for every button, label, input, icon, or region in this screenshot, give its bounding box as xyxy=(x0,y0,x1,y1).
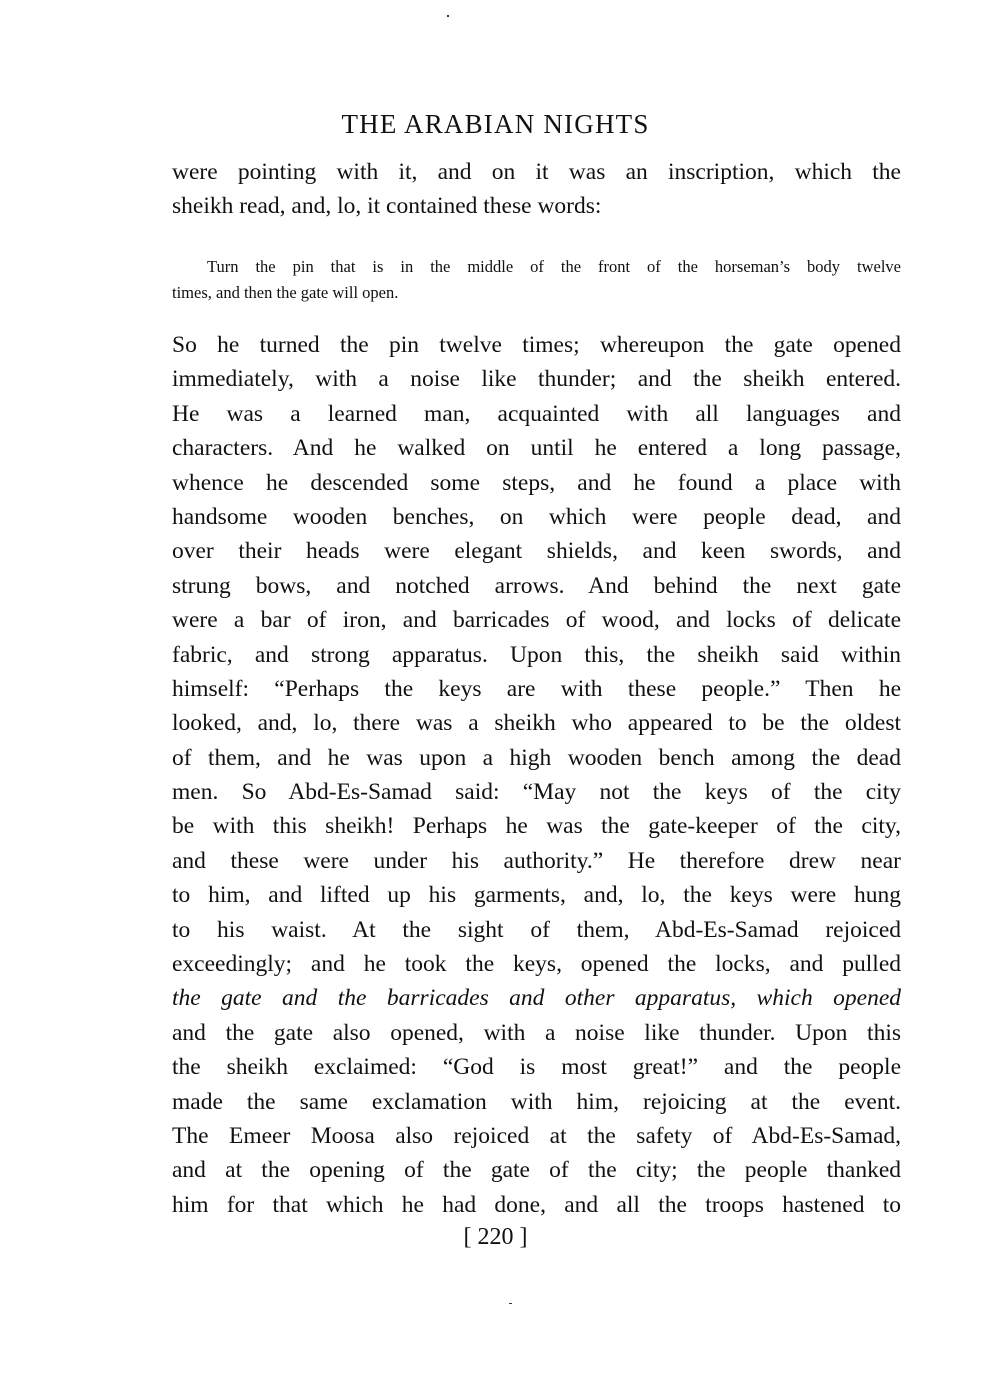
text-line: over their heads were elegant shields, and keen swords, and xyxy=(172,538,901,565)
page-number: [ 220 ] xyxy=(463,1224,528,1250)
text-line: handsome wooden benches, on which were people dead, and xyxy=(172,503,901,530)
inscription-quote xyxy=(172,254,901,306)
text-line: strung bows, and notched arrows. And behind the next gate xyxy=(172,572,901,599)
quote-line: Turn the pin that is in the middle of the front of the horseman’s body twelve xyxy=(207,257,901,276)
scan-speck-bottom xyxy=(509,1303,512,1304)
text-line: and at the opening of the gate of the city; the people thanked xyxy=(172,1157,901,1184)
text-line: were a bar of iron, and barricades of wood, and locks of delicate xyxy=(172,607,901,634)
text-line: and the gate also opened, with a noise like thunder. Upon this xyxy=(172,1019,901,1046)
main-paragraph xyxy=(172,328,901,1222)
text-line: were pointing with it, and on it was an inscription, which the xyxy=(172,159,901,185)
quote-line: times, and then the gate will open. xyxy=(172,283,399,302)
text-line: looked, and, lo, there was a sheikh who appeared to be the oldest xyxy=(172,710,901,737)
text-line-italic: the gate and the barricades and other apparatus, which opened xyxy=(172,985,901,1012)
text-line: and these were under his authority.” He therefore drew near xyxy=(172,847,901,874)
text-line: himself: “Perhaps the keys are with these people.” Then he xyxy=(172,675,901,702)
text-line: made the same exclamation with him, rejoicing at the event. xyxy=(172,1088,901,1115)
running-head: THE ARABIAN NIGHTS xyxy=(341,109,650,139)
text-line: He was a learned man, acquainted with all languages and xyxy=(172,400,901,427)
text-line: fabric, and strong apparatus. Upon this, the sheikh said within xyxy=(172,641,901,668)
text-line: to his waist. At the sight of them, Abd-Es-Samad rejoiced xyxy=(172,916,901,943)
opening-paragraph xyxy=(172,155,901,224)
text-line: men. So Abd-Es-Samad said: “May not the keys of the city xyxy=(172,779,901,806)
text-line: the sheikh exclaimed: “God is most great!” and the people xyxy=(172,1054,901,1081)
text-line: of them, and he was upon a high wooden bench among the dead xyxy=(172,744,901,771)
text-line: sheikh read, and, lo, it contained these words: xyxy=(172,193,602,220)
text-line: him for that which he had done, and all the troops hastened to xyxy=(172,1191,901,1218)
text-line: be with this sheikh! Perhaps he was the gate-keeper of the city, xyxy=(172,813,901,840)
scan-speck-top xyxy=(447,15,449,17)
text-line: to him, and lifted up his garments, and, lo, the keys were hung xyxy=(172,882,901,909)
text-line: exceedingly; and he took the keys, opened the locks, and pulled xyxy=(172,951,901,978)
text-line: So he turned the pin twelve times; whereupon the gate opened xyxy=(172,332,901,358)
text-line: immediately, with a noise like thunder; and the sheikh entered. xyxy=(172,366,901,393)
text-line: The Emeer Moosa also rejoiced at the safety of Abd-Es-Samad, xyxy=(172,1122,901,1149)
text-line: characters. And he walked on until he entered a long passage, xyxy=(172,435,901,462)
text-line: whence he descended some steps, and he found a place with xyxy=(172,469,901,496)
